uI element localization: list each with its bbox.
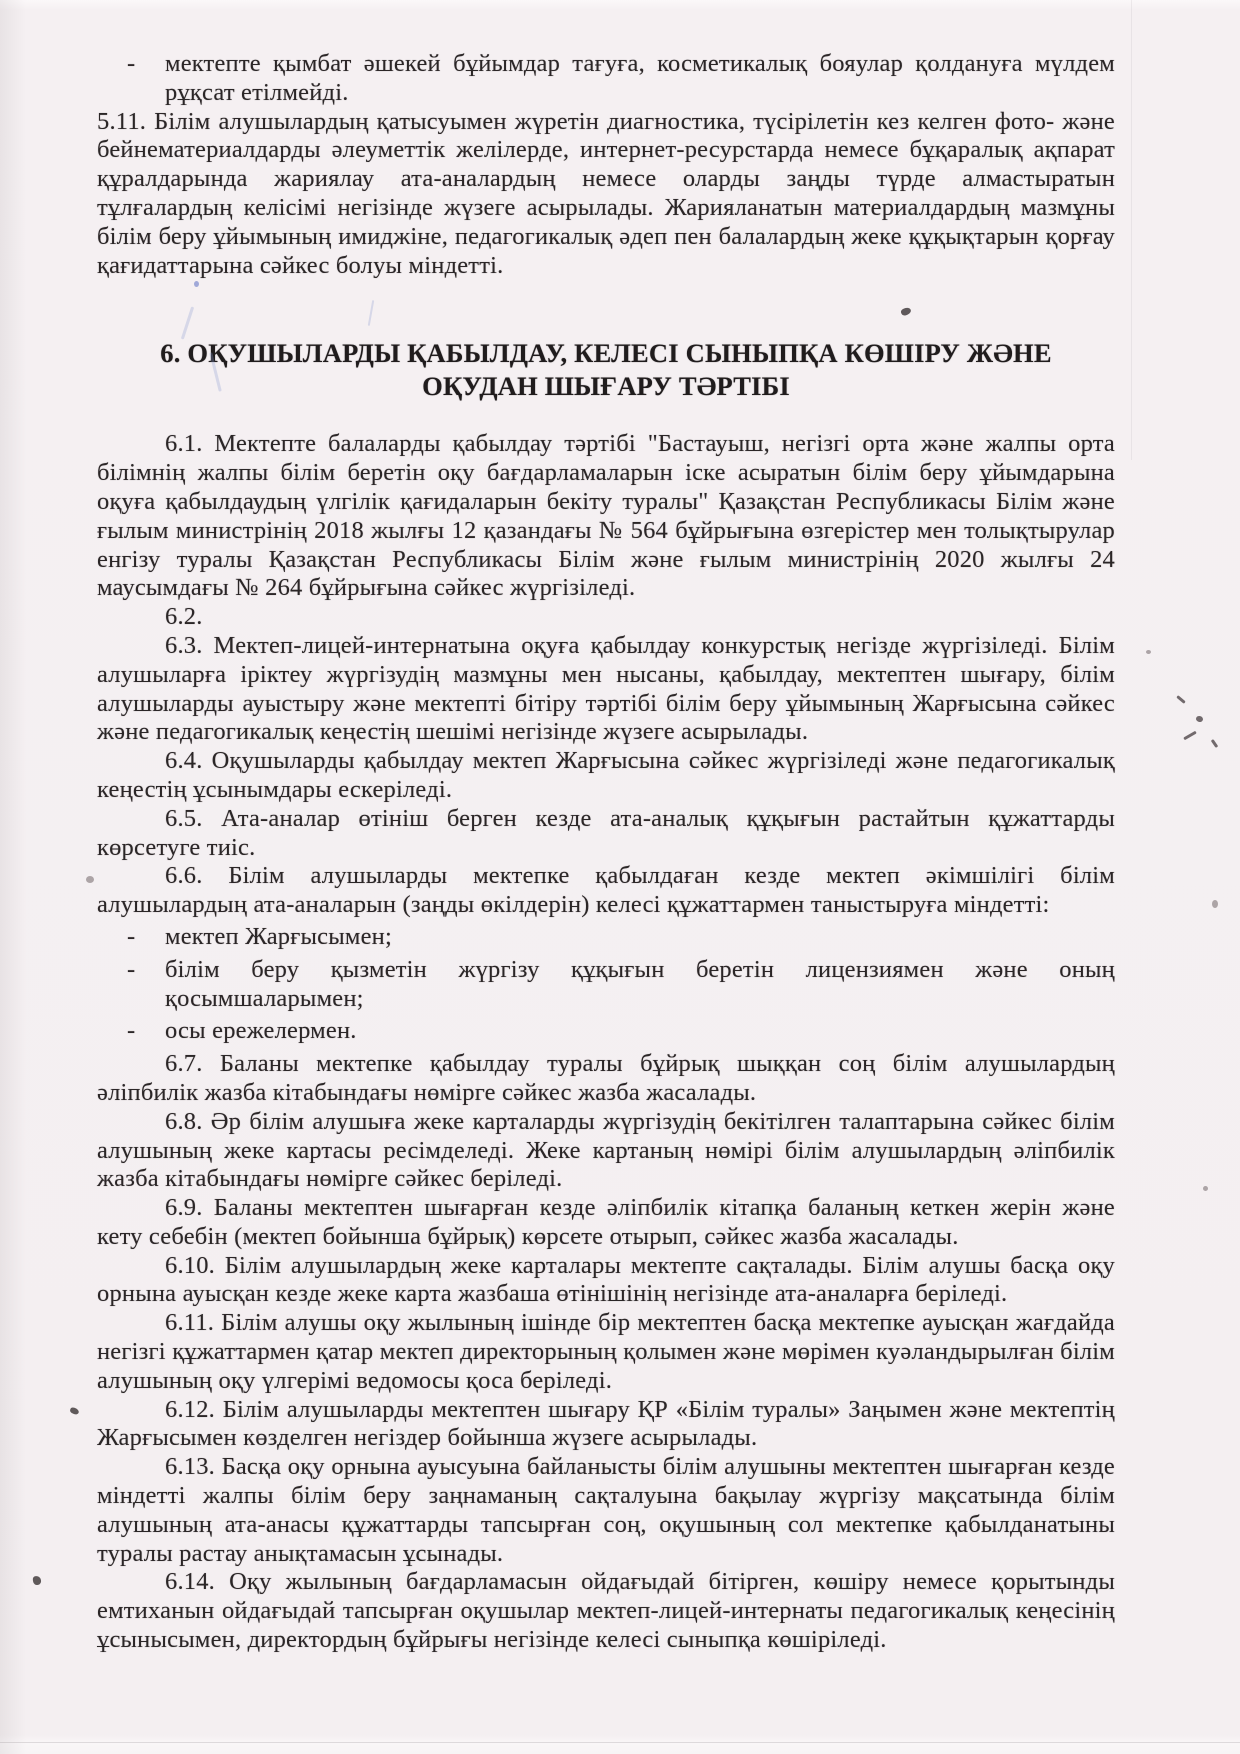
bullet-dash-icon: - <box>127 922 136 950</box>
intro-bullet-text: мектепте қымбат әшекей бұйымдар тағуға, косметикалық бояулар қолдануға мүлдем рұқсат етілмейді. <box>165 50 1115 106</box>
scan-page-edge-line <box>1131 0 1132 460</box>
scan-bottom-edge-line <box>0 1742 1240 1743</box>
ink-mark <box>1211 739 1219 748</box>
paragraph-6-8: 6.8. Әр білім алушыға жеке карталарды жүргізудің бекітілген талаптарына сәйкес білім алушының жеке картасы ресімделеді. Жеке картаның нөмірі білім алушылардың әліпбилік жазба кітабындағы нөмірге сәйкес беріледі. <box>97 1107 1115 1193</box>
paragraph-6-6: 6.6. Білім алушыларды мектепке қабылдаған кезде мектеп әкімшілігі білім алушылардың ата-аналарын (заңды өкілдерін) келесі құжаттармен таныстыруға міндетті: <box>97 862 1115 919</box>
ink-speck <box>1146 650 1151 654</box>
document-list-item <box>97 956 1115 1014</box>
paragraph-6-2: 6.2. <box>165 603 203 631</box>
intro-bullet-item <box>97 50 1115 108</box>
ink-speck <box>32 1575 41 1585</box>
document-list-item-text: осы ережелермен. <box>165 1017 357 1045</box>
document-list-item-text: мектеп Жарғысымен; <box>165 922 392 950</box>
paragraph-6-7: 6.7. Баланы мектепке қабылдау туралы бұйрық шыққан соң білім алушылардың әліпбилік жазба кітабындағы нөмірге сәйкес жазба жасалады. <box>97 1050 1115 1106</box>
section-heading-line2: ОҚУДАН ШЫҒАРУ ТӘРТІБІ <box>422 370 790 401</box>
paragraph-6-13: 6.13. Басқа оқу орнына ауысуына байланысты білім алушыны мектептен шығарған кезде міндетті жалпы білім беру заңнаманың сақталуына бақылау жүргізу мақсатында білім алушының ата-анасы құжаттарды тапсырған соң, оқушының сол мектепке қабылданатыны туралы растау анықтамасын ұсынады. <box>97 1453 1115 1567</box>
paragraph-6-12: 6.12. Білім алушыларды мектептен шығару ҚР «Білім туралы» Заңымен және мектептің Жарғысымен көзделген негіздер бойынша жүзеге асырылады. <box>97 1395 1115 1452</box>
ink-speck <box>86 876 94 883</box>
bullet-dash-icon: - <box>127 1017 136 1045</box>
document-list-item-text: білім беру қызметін жүргізу құқығын беретін лицензиямен және оның қосымшаларымен; <box>165 955 1115 1012</box>
ink-speck <box>1212 900 1218 908</box>
ink-mark <box>1183 731 1197 741</box>
ink-speck <box>1203 1186 1208 1191</box>
paragraph-6-3: 6.3. Мектеп-лицей-интернатына оқуға қабылдау конкурстық негізде жүргізіледі. Білім алушыларға іріктеу жүргізудің мазмұны мен нысаны, қабылдау, мектептен шығару, білім алушыларды ауыстыру және мектепті бітіру тәртібі білім беру ұйымының Жарғысына сәйкес және педагогикалық кеңестің шешімі негізінде жүзеге асырылады. <box>97 631 1115 746</box>
bullet-dash-icon: - <box>127 50 136 77</box>
paragraph-5-11: 5.11. Білім алушылардың қатысуымен жүретін диагностика, түсірілетін кез келген фото- және бейнематериалдарды әлеуметтік желілерде, интернет-ресурстарда немесе бұқаралық ақпарат құралдарында жариялау ата-аналардың немесе оларды заңды түрде алмастыратын тұлғалардың келісімі негізінде жүзеге асырылады. Жарияланатын материалдардың мазмұны білім беру ұйымының имиджіне, педагогикалық әдеп пен балалардың жеке құқықтарын қорғау қағидаттарына сәйкес болуы міндетті. <box>97 107 1115 279</box>
paragraph-6-9: 6.9. Баланы мектептен шығарған кезде әліпбилік кітапқа баланың кеткен жерін және кету себебін (мектеп бойынша бұйрық) көрсете отырып, сәйкес жазба жасалады. <box>97 1194 1115 1250</box>
paragraph-6-11: 6.11. Білім алушы оқу жылының ішінде бір мектептен басқа мектепке ауысқан жағдайда негізгі құжаттармен қатар мектеп директорының қолымен және мөрімен куәландырылған білім алушының оқу үлгерімі ведомосы қоса беріледі. <box>97 1309 1115 1394</box>
ink-speck <box>69 1407 80 1416</box>
document-content <box>97 50 1115 1655</box>
document-list-item <box>97 1017 1115 1046</box>
section-heading <box>97 337 1115 402</box>
paragraph-6-10: 6.10. Білім алушылардың жеке карталары мектепте сақталады. Білім алушы басқа оқу орнына ауысқан кезде жеке карта жазбаша өтінішінің негізінде ата-аналарға беріледі. <box>97 1251 1115 1308</box>
ink-mark <box>1176 695 1186 704</box>
bullet-dash-icon: - <box>127 955 136 983</box>
paragraph-6-14: 6.14. Оқу жылының бағдарламасын ойдағыдай бітірген, көшіру немесе қорытынды емтиханын ойдағыдай тапсырған оқушылар мектеп-лицей-интернаты педагогикалық кеңесінің ұсынысымен, директордың бұйрығы негізінде келесі сыныпқа көшіріледі. <box>97 1568 1115 1654</box>
paragraph-6-4: 6.4. Оқушыларды қабылдау мектеп Жарғысына сәйкес жүргізіледі және педагогикалық кеңестің ұсынымдары ескеріледі. <box>97 747 1115 803</box>
paragraph-6-5: 6.5. Ата-аналар өтініш берген кезде ата-аналық құқығын растайтын құжаттарды көрсетуге тиіс. <box>97 804 1115 861</box>
paragraph-6-1: 6.1. Мектепте балаларды қабылдау тәртібі "Бастауыш, негізгі орта және жалпы орта білімнің жалпы білім беретін оқу бағдарламаларын іске асыратын білім беру ұйымдарына оқуға қабылдаудың үлгілік қағидаларын бекіту туралы" Қазақстан Республикасы Білім және ғылым министрінің 2018 жылғы 12 қазандағы № 564 бұйрығына өзгерістер мен толықтырулар енгізу туралы Қазақстан Республикасы Білім және ғылым министрінің 2020 жылғы 24 маусымдағы № 264 бұйрығына сәйкес жүргізіледі. <box>97 430 1115 602</box>
section-heading-line1: 6. ОҚУШЫЛАРДЫ ҚАБЫЛДАУ, КЕЛЕСІ СЫНЫПҚА КӨШІРУ ЖӘНЕ <box>160 338 1052 369</box>
document-list-item <box>97 923 1115 952</box>
ink-mark <box>1195 715 1203 723</box>
